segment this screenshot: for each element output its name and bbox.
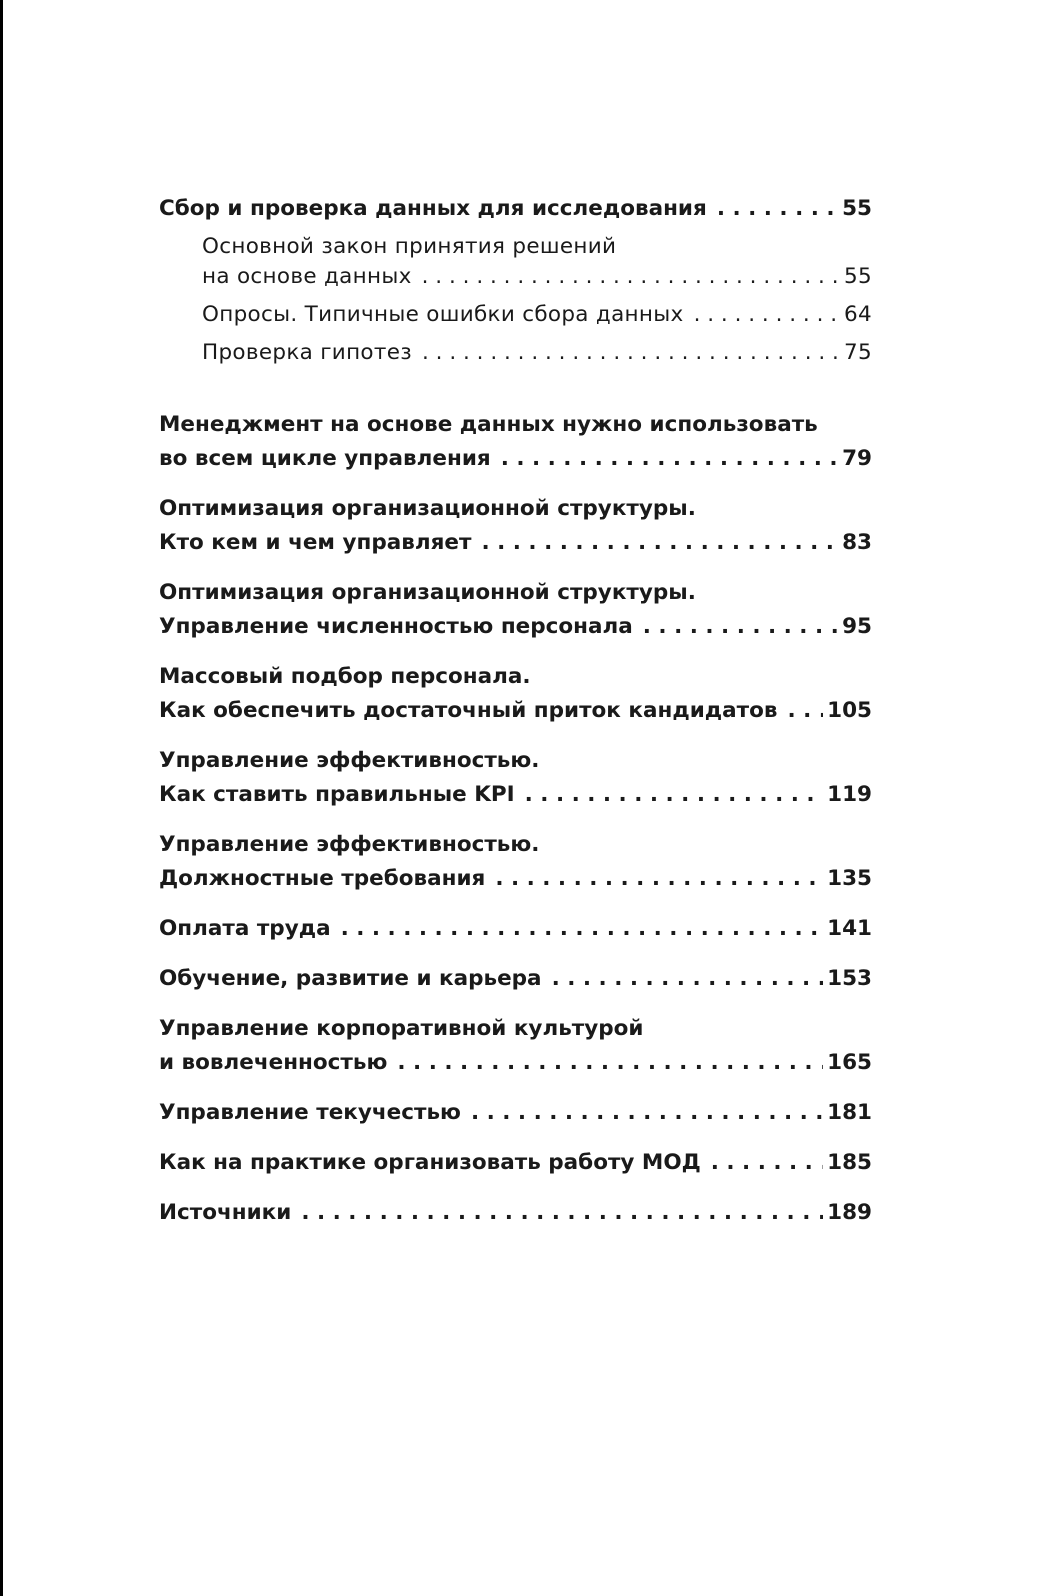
toc-page-number: 64 [844, 302, 872, 327]
toc-entry-turnover[interactable] [159, 1096, 872, 1130]
dot-leader [525, 778, 823, 812]
toc-entry-title-line1: Массовый подбор персонала. [159, 664, 531, 689]
toc-page-number: 95 [842, 614, 872, 639]
dot-leader [341, 912, 824, 946]
toc-entry-title-line1: Управление эффективностью. [159, 748, 540, 773]
toc-entry-title-line2: и вовлеченностью [159, 1050, 388, 1075]
toc-entry-title-line2: Кто кем и чем управляет [159, 530, 472, 555]
toc-page-number: 165 [827, 1050, 872, 1075]
dot-leader [717, 192, 838, 226]
toc-subentry-surveys[interactable] [159, 298, 872, 332]
toc-entry-practice[interactable] [159, 1146, 872, 1180]
toc-subentry-hypotheses[interactable] [159, 336, 872, 370]
dot-leader [422, 336, 840, 370]
toc-subentry-title-line2: на основе данных [202, 264, 412, 289]
toc-subentry-title: Опросы. Типичные ошибки сбора данных [202, 302, 684, 327]
toc-page-number: 55 [842, 196, 872, 221]
toc-page-number: 181 [827, 1100, 872, 1125]
toc-page-number: 105 [827, 698, 872, 723]
toc-entry-title: Как на практике организовать работу МОД [159, 1150, 701, 1175]
dot-leader [694, 298, 840, 332]
toc-entry-title: Обучение, развитие и карьера [159, 966, 542, 991]
toc-page-number: 83 [842, 530, 872, 555]
toc-entry-title: Оплата труда [159, 916, 331, 941]
toc-page-number: 135 [827, 866, 872, 891]
dot-leader [471, 1096, 823, 1130]
toc-entry-title: Источники [159, 1200, 292, 1225]
toc-entry-title-line1: Управление корпоративной культурой [159, 1016, 644, 1041]
toc-entry-management-cycle[interactable] [159, 408, 872, 476]
toc-subentry-title-line1: Основной закон принятия решений [202, 234, 617, 259]
toc-page-number: 189 [827, 1200, 872, 1225]
dot-leader [397, 1046, 823, 1080]
toc-entry-mass-recruiting[interactable] [159, 660, 872, 728]
toc-entry-title-line2: Как обеспечить достаточный приток кандидатов [159, 698, 778, 723]
toc-entry-title-line1: Оптимизация организационной структуры. [159, 496, 696, 521]
dot-leader [643, 610, 838, 644]
dot-leader [501, 442, 838, 476]
toc-page-number: 75 [844, 340, 872, 365]
toc-entry-performance-kpi[interactable] [159, 744, 872, 812]
toc-subentry-basic-law[interactable] [159, 230, 872, 294]
toc-entry-title-line2: Управление численностью персонала [159, 614, 633, 639]
toc-entry-title-line2: Как ставить правильные KPI [159, 782, 515, 807]
toc-entry-title-line2: во всем цикле управления [159, 446, 491, 471]
toc-entry-corporate-culture[interactable] [159, 1012, 872, 1080]
dot-leader [301, 1196, 823, 1230]
toc-entry-title-line1: Менеджмент на основе данных нужно использовать [159, 412, 818, 437]
dot-leader [481, 526, 838, 560]
toc-page-number: 141 [827, 916, 872, 941]
toc-page-number: 55 [844, 264, 872, 289]
dot-leader [495, 862, 823, 896]
toc-page-number: 185 [827, 1150, 872, 1175]
toc-entry-title: Управление текучестью [159, 1100, 461, 1125]
toc-entry-org-structure-headcount[interactable] [159, 576, 872, 644]
dot-leader [787, 694, 823, 728]
dot-leader [552, 962, 824, 996]
toc-page-number: 119 [827, 782, 872, 807]
toc-entry-performance-requirements[interactable] [159, 828, 872, 896]
dot-leader [711, 1146, 823, 1180]
toc-entry-data-collection[interactable] [159, 192, 872, 226]
toc-entry-title: Сбор и проверка данных для исследования [159, 196, 707, 221]
toc-entry-title-line1: Управление эффективностью. [159, 832, 540, 857]
toc-entry-title-line1: Оптимизация организационной структуры. [159, 580, 696, 605]
page-edge [0, 0, 3, 1596]
table-of-contents [159, 192, 872, 1230]
toc-entry-title-line2: Должностные требования [159, 866, 486, 891]
dot-leader [422, 260, 840, 294]
toc-entry-sources[interactable] [159, 1196, 872, 1230]
toc-entry-org-structure-control[interactable] [159, 492, 872, 560]
toc-page-number: 153 [827, 966, 872, 991]
toc-entry-compensation[interactable] [159, 912, 872, 946]
toc-entry-training[interactable] [159, 962, 872, 996]
toc-subentry-title: Проверка гипотез [202, 340, 412, 365]
toc-page-number: 79 [842, 446, 872, 471]
